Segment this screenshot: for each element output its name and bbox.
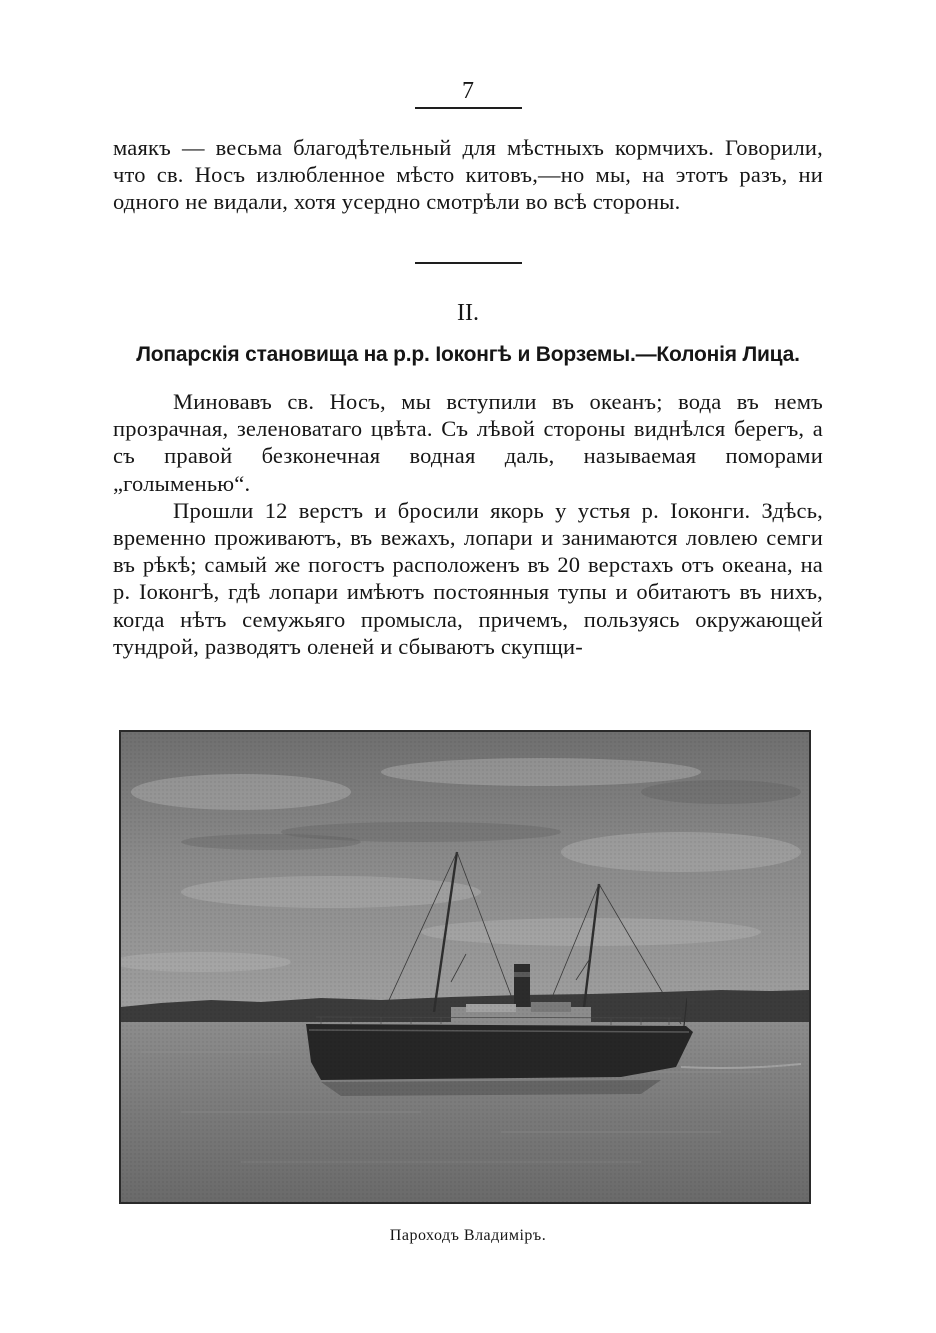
- photo-image: [121, 732, 809, 1202]
- section-number: II.: [457, 300, 479, 326]
- paragraph-text: маякъ — весьма благодѣтельный для мѣстныхъ кормчихъ. Говорили, что св. Носъ излюбленное мѣсто китовъ,—но мы, на этотъ разъ, ни одного не видали, хотя усердно смотрѣли во всѣ стороны.: [113, 135, 823, 215]
- header-rule: [415, 107, 522, 109]
- section-divider-rule: [415, 262, 522, 264]
- opening-paragraph: [113, 134, 823, 216]
- section-heading: Лопарскія становища на р.р. Iоконгѣ и Ворземы.—Колонія Лица.: [136, 343, 800, 366]
- steamship-photograph: [119, 730, 811, 1204]
- page-number: 7: [462, 78, 474, 104]
- figure-caption: Пароходъ Владиміръ.: [389, 1227, 547, 1244]
- section-body: [113, 388, 823, 660]
- body-paragraph-1: Миновавъ св. Носъ, мы вступили въ океанъ; вода въ немъ прозрачная, зеленоватаго цвѣта. Съ лѣвой стороны виднѣлся берегъ, а съ правой безконечная водная даль, называемая поморами „голыменью“.: [113, 389, 823, 496]
- body-paragraph-2: Прошли 12 верстъ и бросили якорь у устья р. Iоконги. Здѣсь, временно проживаютъ, въ вежахъ, лопари и занимаются ловлею семги въ рѣкѣ; самый же погостъ расположенъ въ 20 верстахъ отъ океана, на р. Iоконгѣ, гдѣ лопари имѣютъ постоянныя тупы и обитаютъ въ нихъ, когда нѣтъ семужьяго промысла, причемъ, пользуясь окружающей тундрой, разводятъ оленей и сбываютъ скупщи-: [113, 497, 823, 659]
